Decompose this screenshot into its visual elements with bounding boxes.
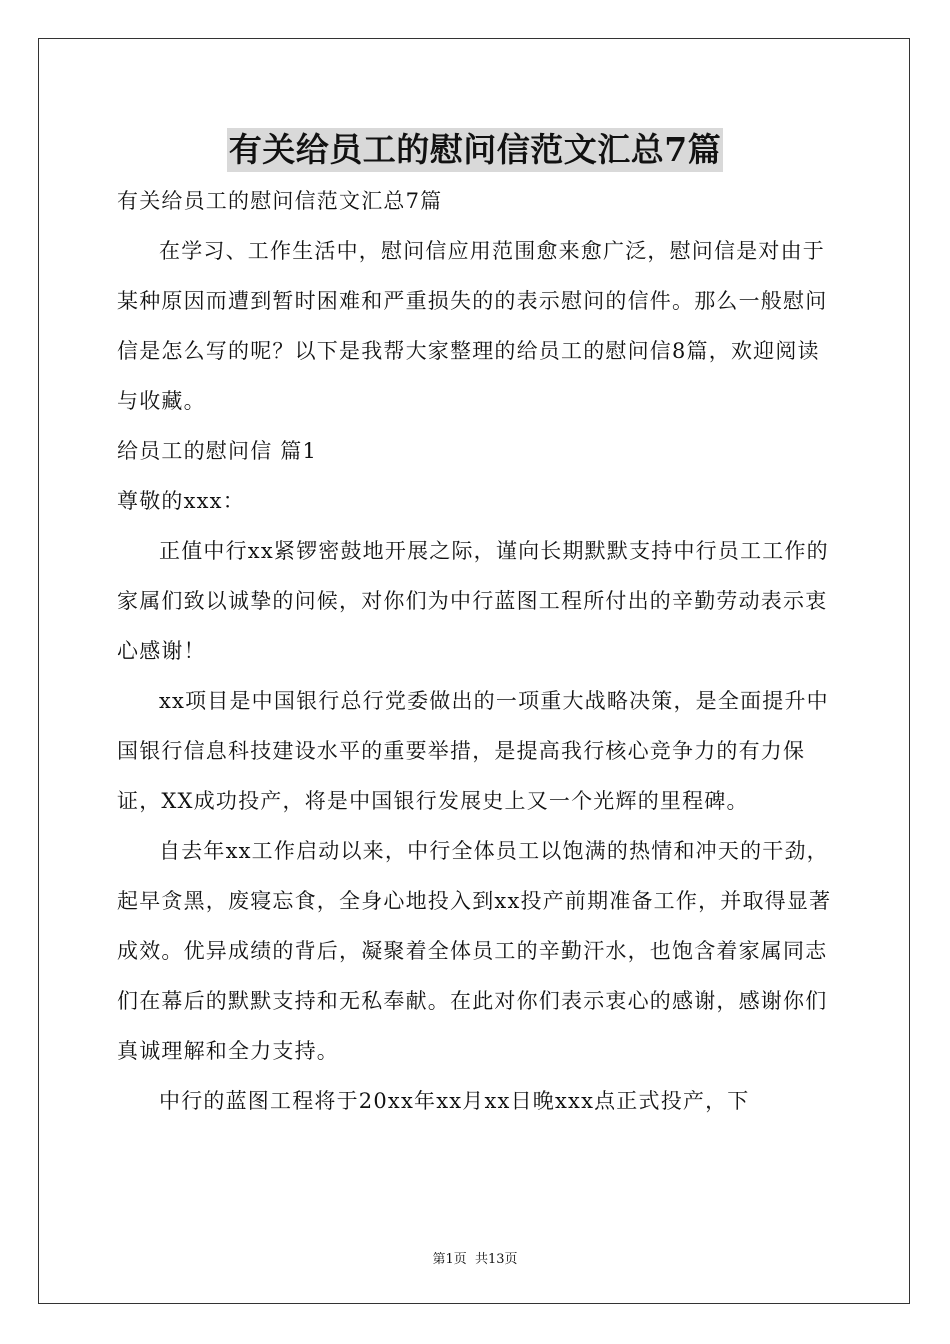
paragraph-body: 自去年xx工作启动以来，中行全体员工以饱满的热情和冲天的干劲，起早贪黑，废寝忘食，全身心地投入到xx投产前期准备工作，并取得显著成效。优异成绩的背后，凝聚着全体员工的辛勤汗水，也饱含着家属同志们在幕后的默默支持和无私奉献。在此对你们表示衷心的感谢，感谢你们真诚理解和全力支持。 (117, 839, 832, 1063)
title-container (0, 128, 950, 172)
page-total: 共13页 (474, 1252, 518, 1267)
paragraph-intro: 在学习、工作生活中，慰问信应用范围愈来愈广泛，慰问信是对由于某种原因而遭到暂时困难和严重损失的的表示慰问的信件。那么一般慰问信是怎么写的呢？以下是我帮大家整理的给员工的慰问信8篇，欢迎阅读与收藏。 (117, 239, 828, 413)
document-title: 有关给员工的慰问信范文汇总7篇 (227, 128, 723, 172)
page-footer (0, 1248, 950, 1267)
document-body (117, 176, 837, 1126)
salutation: 尊敬的xxx： (117, 489, 245, 513)
paragraph-body: 中行的蓝图工程将于20xx年xx月xx日晚xxx点正式投产，下 (159, 1089, 750, 1113)
section-heading: 给员工的慰问信 篇1 (117, 439, 318, 463)
paragraph-body: 正值中行xx紧锣密鼓地开展之际，谨向长期默默支持中行员工工作的家属们致以诚挚的问候，对你们为中行蓝图工程所付出的辛勤劳动表示衷心感谢！ (117, 539, 829, 663)
paragraph-subtitle: 有关给员工的慰问信范文汇总7篇 (117, 189, 443, 213)
paragraph-body: xx项目是中国银行总行党委做出的一项重大战略决策，是全面提升中国银行信息科技建设水平的重要举措，是提高我行核心竞争力的有力保证，XX成功投产，将是中国银行发展史上又一个光辉的里程碑。 (117, 689, 829, 813)
page-number: 第1页 (432, 1252, 467, 1267)
